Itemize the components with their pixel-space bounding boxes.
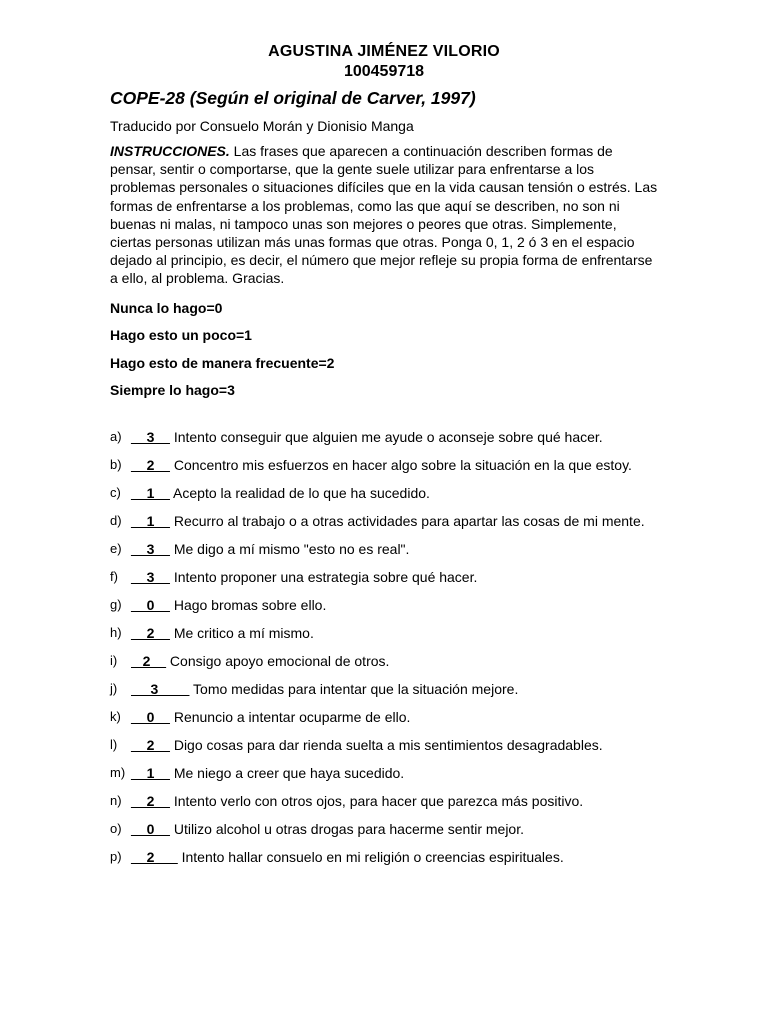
item-letter: m)	[110, 765, 126, 781]
item-letter: f)	[110, 569, 118, 585]
item-answer: __0__	[131, 597, 170, 614]
document-page	[110, 42, 658, 876]
item-answer: __3____	[131, 681, 190, 698]
instructions-label: INSTRUCCIONES.	[110, 143, 230, 159]
list-item	[110, 428, 658, 446]
instructions-text: Las frases que aparecen a continuación describen formas de pensar, sentir o comportarse, que la gente suele utilizar para enfrentarse a los problemas personales o situaciones difíciles que en la vida causan tensión o estrés. Las formas de enfrentarse a los problemas, como las que aquí se describen, no son ni buenas ni malas, ni tampoco unas son mejores o peores que otras. Simplemente, ciertas personas utilizan más unas formas que otras. Ponga 0, 1, 2 ó 3 en el espacio dejado al principio, es decir, el número que mejor refleje su propia forma de enfrentarse a ello, al problema. Gracias.	[110, 143, 658, 287]
item-text: Me critico a mí mismo.	[169, 625, 314, 642]
list-item	[110, 456, 658, 474]
list-item	[110, 764, 658, 782]
response-scale	[110, 299, 658, 400]
item-answer: __0__	[131, 709, 170, 726]
item-text: Intento conseguir que alguien me ayude o aconseje sobre qué hacer.	[169, 429, 603, 446]
item-letter: o)	[110, 821, 122, 837]
item-text: Digo cosas para dar rienda suelta a mis sentimientos desagradables.	[169, 737, 603, 754]
item-text: Utilizo alcohol u otras drogas para hacerme sentir mejor.	[169, 821, 524, 838]
item-answer: __1__	[131, 485, 170, 502]
item-answer: __3__	[131, 569, 170, 586]
item-answer: _2__	[131, 653, 167, 670]
list-item	[110, 512, 658, 530]
student-id: 100459718	[343, 63, 425, 80]
item-letter: e)	[110, 541, 122, 557]
list-item	[110, 652, 658, 670]
item-answer: __2__	[131, 457, 170, 474]
item-letter: b)	[110, 457, 122, 473]
scale-option-3: Siempre lo hago=3	[110, 382, 235, 399]
list-item	[110, 792, 658, 810]
list-item	[110, 596, 658, 614]
item-text: Tomo medidas para intentar que la situación mejore.	[189, 681, 519, 698]
scale-option-2: Hago esto de manera frecuente=2	[110, 354, 335, 371]
item-letter: g)	[110, 597, 122, 613]
item-letter: n)	[110, 793, 122, 809]
item-answer: __0__	[131, 821, 170, 838]
item-text: Consigo apoyo emocional de otros.	[166, 653, 390, 670]
item-letter: d)	[110, 513, 122, 529]
list-item	[110, 624, 658, 642]
item-letter: h)	[110, 625, 122, 641]
student-name: AGUSTINA JIMÉNEZ VILORIO	[268, 43, 500, 60]
item-list	[110, 428, 658, 866]
item-letter: a)	[110, 429, 122, 445]
scale-option-0: Nunca lo hago=0	[110, 299, 223, 316]
item-answer: __2___	[131, 849, 178, 866]
item-text: Renuncio a intentar ocuparme de ello.	[169, 709, 411, 726]
list-item	[110, 680, 658, 698]
item-letter: c)	[110, 485, 121, 501]
item-text: Intento hallar consuelo en mi religión o creencias espirituales.	[177, 849, 564, 866]
questionnaire-title: COPE-28 (Según el original de Carver, 1997)	[110, 88, 476, 108]
list-item	[110, 484, 658, 502]
item-text: Concentro mis esfuerzos en hacer algo sobre la situación en la que estoy.	[169, 457, 632, 474]
item-letter: j)	[110, 681, 118, 697]
instructions-paragraph	[110, 142, 658, 288]
list-item	[110, 708, 658, 726]
item-answer: __2__	[131, 625, 170, 642]
item-answer: __3__	[131, 429, 170, 446]
list-item	[110, 736, 658, 754]
item-text: Me digo a mí mismo "esto no es real".	[169, 541, 410, 558]
list-item	[110, 820, 658, 838]
item-answer: __2__	[131, 793, 170, 810]
list-item	[110, 848, 658, 866]
item-text: Recurro al trabajo o a otras actividades para apartar las cosas de mi mente.	[169, 513, 645, 530]
item-letter: l)	[110, 737, 118, 753]
item-letter: i)	[110, 653, 118, 669]
list-item	[110, 540, 658, 558]
translators-line: Traducido por Consuelo Morán y Dionisio Manga	[110, 118, 414, 134]
item-text: Intento verlo con otros ojos, para hacer que parezca más positivo.	[169, 793, 584, 810]
item-answer: __1__	[131, 765, 170, 782]
scale-option-1: Hago esto un poco=1	[110, 327, 252, 344]
list-item	[110, 568, 658, 586]
item-text: Me niego a creer que haya sucedido.	[169, 765, 405, 782]
item-answer: __2__	[131, 737, 170, 754]
item-letter: p)	[110, 849, 122, 865]
item-text: Acepto la realidad de lo que ha sucedido.	[169, 485, 430, 502]
item-answer: __1__	[131, 513, 170, 530]
item-text: Hago bromas sobre ello.	[169, 597, 327, 614]
item-answer: __3__	[131, 541, 170, 558]
item-text: Intento proponer una estrategia sobre qué hacer.	[169, 569, 478, 586]
item-letter: k)	[110, 709, 121, 725]
